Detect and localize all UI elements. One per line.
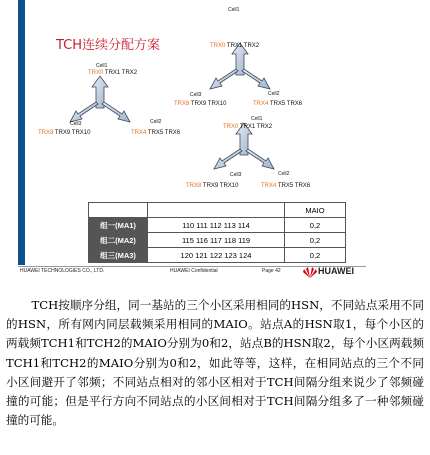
site-diagram-2	[210, 43, 270, 89]
cell1-label: Cell1	[228, 7, 240, 13]
maio-header: MAIO	[285, 203, 346, 218]
maio-table	[88, 202, 346, 263]
cell3-label: Cell3	[70, 121, 82, 127]
maio-value: 0,2	[285, 233, 346, 248]
cell1-trx: TRX0 TRX1 TRX2	[210, 43, 260, 49]
maio-value: 0,2	[285, 218, 346, 233]
frequency-list: 110 111 112 113 114	[148, 218, 285, 233]
cell2-label: Cell2	[278, 171, 290, 177]
cell2-trx: TRX4 TRX5 TRX6	[261, 183, 311, 189]
footer-confidential: HUAWEI Confidential	[170, 268, 218, 274]
cell3-trx: TRX8 TRX9 TRX10	[38, 130, 91, 136]
table-row	[89, 218, 346, 233]
cell2-label: Cell2	[150, 119, 162, 125]
cell2-label: Cell2	[268, 91, 280, 97]
cell3-trx: TRX8 TRX9 TRX10	[186, 183, 239, 189]
huawei-logo-text: HUAWEI	[318, 266, 354, 276]
group-label: 组二(MA2)	[89, 233, 148, 248]
frequency-list: 120 121 122 123 124	[148, 248, 285, 263]
frequency-list: 115 116 117 118 119	[148, 233, 285, 248]
table-cell	[148, 203, 285, 218]
cell3-trx: TRX8 TRX9 TRX10	[174, 101, 227, 107]
slide-image	[18, 0, 366, 284]
table-header-row	[89, 203, 346, 218]
group-label: 组三(MA3)	[89, 248, 148, 263]
table-cell	[89, 203, 148, 218]
cell1-trx: TRX0 TRX1 TRX2	[223, 124, 273, 130]
footer-company: HUAWEI TECHNOLOGIES CO., LTD.	[20, 268, 105, 274]
cell2-trx: TRX4 TRX5 TRX6	[253, 101, 303, 107]
table-row	[89, 248, 346, 263]
maio-value: 0,2	[285, 248, 346, 263]
slide-title: TCH连续分配方案	[56, 38, 161, 53]
cell3-label: Cell3	[190, 92, 202, 98]
footer-page: Page 42	[262, 268, 281, 274]
site-diagram-1	[70, 76, 130, 122]
huawei-logo-icon	[303, 266, 317, 278]
cell3-label: Cell3	[230, 172, 242, 178]
cell1-label: Cell1	[96, 63, 108, 69]
cell1-label: Cell1	[251, 116, 263, 122]
cell1-trx: TRX0 TRX1 TRX2	[88, 70, 138, 76]
body-paragraph: TCH按顺序分组，同一基站的三个小区采用相同的HSN，不同站点采用不同的HSN，所有网内同层载频采用相同的MAIO。站点A的HSN取1，每个小区的两载频TCH1和TCH2的MAIO分别为0和2，站点B的HSN取2，每个小区两载频TCH1和TCH2的MAIO分别为0和2，如此等等，这样，在相同站点的三个不同小区间避开了邻频；不同站点相对的邻小区相对于TCH间隔分组来说少了邻频碰撞的可能；但是平行方向不同站点的小区间相对于TCH间隔分组多了一种邻频碰撞的可能。	[6, 298, 424, 428]
cell2-trx: TRX4 TRX5 TRX6	[131, 130, 181, 136]
table-row	[89, 233, 346, 248]
group-label: 组一(MA1)	[89, 218, 148, 233]
